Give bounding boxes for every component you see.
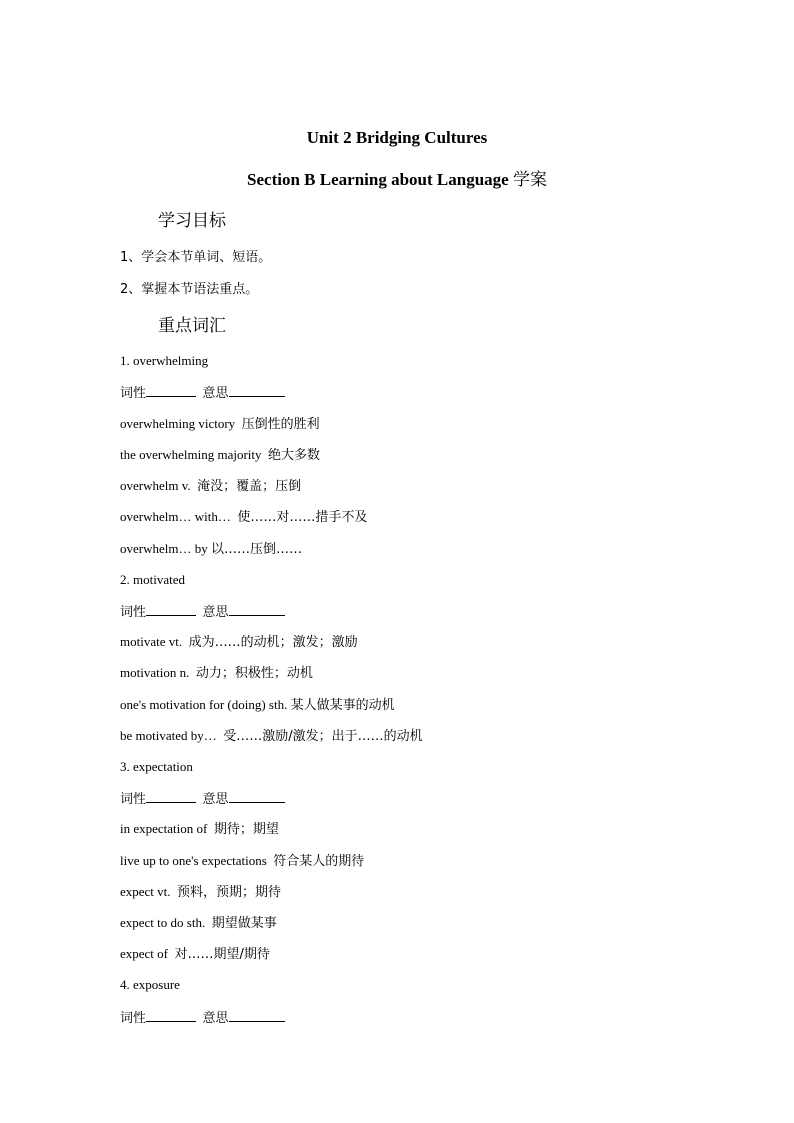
pos-blank[interactable] <box>146 383 196 397</box>
pos-blank[interactable] <box>146 1008 196 1022</box>
pos-label: 词性 <box>120 386 147 401</box>
meaning-blank[interactable] <box>229 1008 285 1022</box>
meaning-blank[interactable] <box>229 383 285 397</box>
phrase-line: overwhelming victory 压倒性的胜利 <box>120 416 320 432</box>
phrase-line: expect vt. 预料，预期；期待 <box>120 884 282 900</box>
meaning-blank[interactable] <box>229 602 285 616</box>
pos-blank[interactable] <box>146 602 196 616</box>
subtitle-en: Section B Learning about Language <box>247 170 509 189</box>
pos-label: 词性 <box>120 1011 147 1026</box>
phrase-line: the overwhelming majority 绝大多数 <box>120 447 321 463</box>
phrase-line: overwhelm… by 以……压倒…… <box>120 541 302 557</box>
meaning-label: 意思 <box>202 386 229 401</box>
vocab-heading: 重点词汇 <box>158 316 226 336</box>
document-subtitle <box>0 169 794 191</box>
objective-item: 1、学会本节单词、短语。 <box>120 250 272 265</box>
objectives-heading: 学习目标 <box>158 211 226 231</box>
pos-label: 词性 <box>120 792 147 807</box>
document-title <box>0 127 794 149</box>
vocab-word: 4. exposure <box>120 977 180 992</box>
phrase-line: in expectation of 期待；期望 <box>120 821 279 837</box>
phrase-line: overwhelm v. 淹没；覆盖；压倒 <box>120 478 302 494</box>
pos-meaning-blanks <box>120 789 285 809</box>
vocab-word: 1. overwhelming <box>120 353 209 368</box>
meaning-blank[interactable] <box>229 789 285 803</box>
subtitle-cn: 学案 <box>512 170 547 190</box>
meaning-label: 意思 <box>202 605 229 620</box>
phrase-line: expect to do sth. 期望做某事 <box>120 915 277 931</box>
title-text: Unit 2 Bridging Cultures <box>306 128 488 147</box>
meaning-label: 意思 <box>202 792 229 807</box>
pos-meaning-blanks <box>120 1008 285 1028</box>
vocab-word: 3. expectation <box>120 759 193 774</box>
vocab-word: 2. motivated <box>120 572 185 587</box>
phrase-line: expect of 对……期望/期待 <box>120 946 270 962</box>
objective-item: 2、掌握本节语法重点。 <box>120 282 259 297</box>
phrase-line: motivate vt. 成为……的动机；激发；激励 <box>120 634 358 650</box>
pos-label: 词性 <box>120 605 147 620</box>
phrase-line: motivation n. 动力；积极性；动机 <box>120 665 313 681</box>
phrase-line: overwhelm… with… 使……对……措手不及 <box>120 509 368 525</box>
phrase-line: be motivated by… 受……激励/激发；出于……的动机 <box>120 728 423 744</box>
phrase-line: live up to one's expectations 符合某人的期待 <box>120 853 365 869</box>
pos-blank[interactable] <box>146 789 196 803</box>
phrase-line: one's motivation for (doing) sth. 某人做某事的动机 <box>120 697 395 713</box>
meaning-label: 意思 <box>202 1011 229 1026</box>
pos-meaning-blanks <box>120 383 285 403</box>
pos-meaning-blanks <box>120 602 285 622</box>
